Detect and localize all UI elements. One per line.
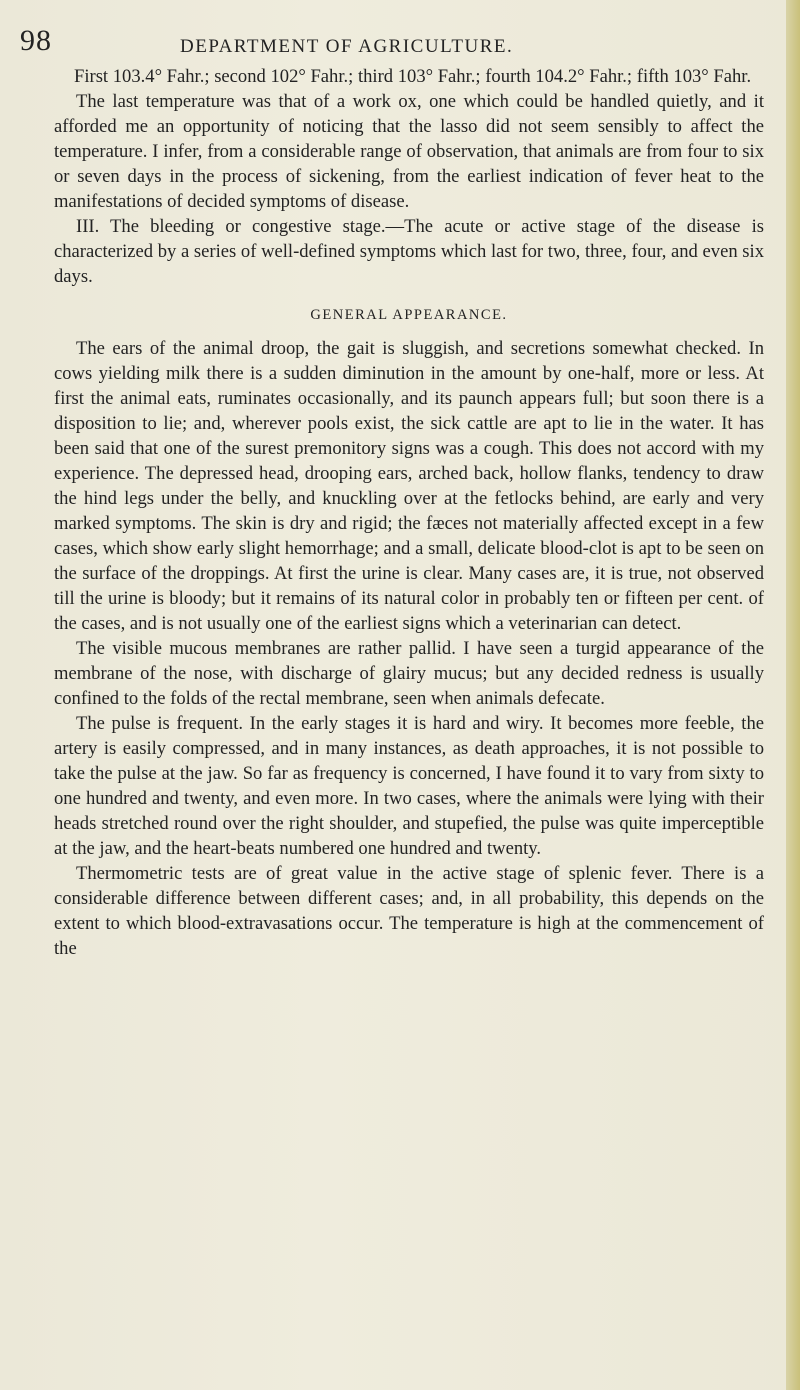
paragraph-mucous-membranes: The visible mucous membranes are rather pallid. I have seen a turgid appearance of the membrane of the nose, with discharge of glairy mucus; but any decided redness is usually confined to the folds of the rectal membrane, seen when animals defecate. — [54, 638, 764, 709]
running-head: DEPARTMENT OF AGRICULTURE. — [180, 36, 514, 57]
page-edge — [786, 0, 800, 1390]
section-heading: GENERAL APPEARANCE. — [310, 307, 508, 323]
page-number: 98 — [20, 24, 52, 57]
paragraph-pulse: The pulse is frequent. In the early stages it is hard and wiry. It becomes more feeble, the artery is easily compressed, and in many instances, as death approaches, it is not possible to take the pulse at the jaw. So far as frequency is concerned, I have found it to vary from sixty to one hundred and twenty, and even more. In two cases, where the animals were lying with their heads stretched round over the right shoulder, and stupefied, the pulse was quite imperceptible at the jaw, and the heart-beats numbered one hundred and twenty. — [54, 713, 764, 859]
paragraph-last-temperature: The last temperature was that of a work ox, one which could be handled quietly, and it afforded me an opportunity of noticing that the lasso did not seem sensibly to affect the temperature. I infer, from a considerable range of observation, that animals are from four to six or seven days in the process of sickening, from the earliest indication of fever heat to the manifestations of decided symptoms of disease. — [54, 91, 764, 212]
page-header — [20, 24, 760, 64]
paragraph-general-appearance: The ears of the animal droop, the gait is sluggish, and secretions somewhat checked. In cows yielding milk there is a sudden diminution in the amount by one-half, more or less. At first the animal eats, ruminates occasionally, and its paunch appears full; but soon there is a disposition to lie; and, wherever pools exist, the sick cattle are apt to lie in the water. It has been said that one of the surest premonitory signs was a cough. This does not accord with my experience. The depressed head, drooping ears, arched back, hollow flanks, tendency to draw the hind legs under the belly, and knuckling over at the fetlocks behind, are early and very marked symptoms. The skin is dry and rigid; the fæces not materially affected except in a few cases, which show early slight hemorrhage; and a small, delicate blood-clot is apt to be seen on the surface of the droppings. At first the urine is clear. Many cases are, it is true, not observed till the urine is bloody; but it remains of its natural color in probably ten or fifteen per cent. of the cases, and is not usually one of the earliest signs which a veterinarian can detect. — [54, 338, 764, 634]
paragraph-temperatures: First 103.4° Fahr.; second 102° Fahr.; third 103° Fahr.; fourth 104.2° Fahr.; fifth 103° Fahr. — [74, 66, 752, 87]
paragraph-congestive-stage: III. The bleeding or congestive stage.—The acute or active stage of the disease is characterized by a series of well-defined symptoms which last for two, three, four, and even six days. — [54, 216, 764, 287]
paragraph-thermometric-tests: Thermometric tests are of great value in the active stage of splenic fever. There is a considerable difference between different cases; and, in all probability, this depends on the extent to which blood-extravasations occur. The temperature is high at the commencement of the — [54, 863, 764, 959]
body-text — [54, 64, 764, 961]
